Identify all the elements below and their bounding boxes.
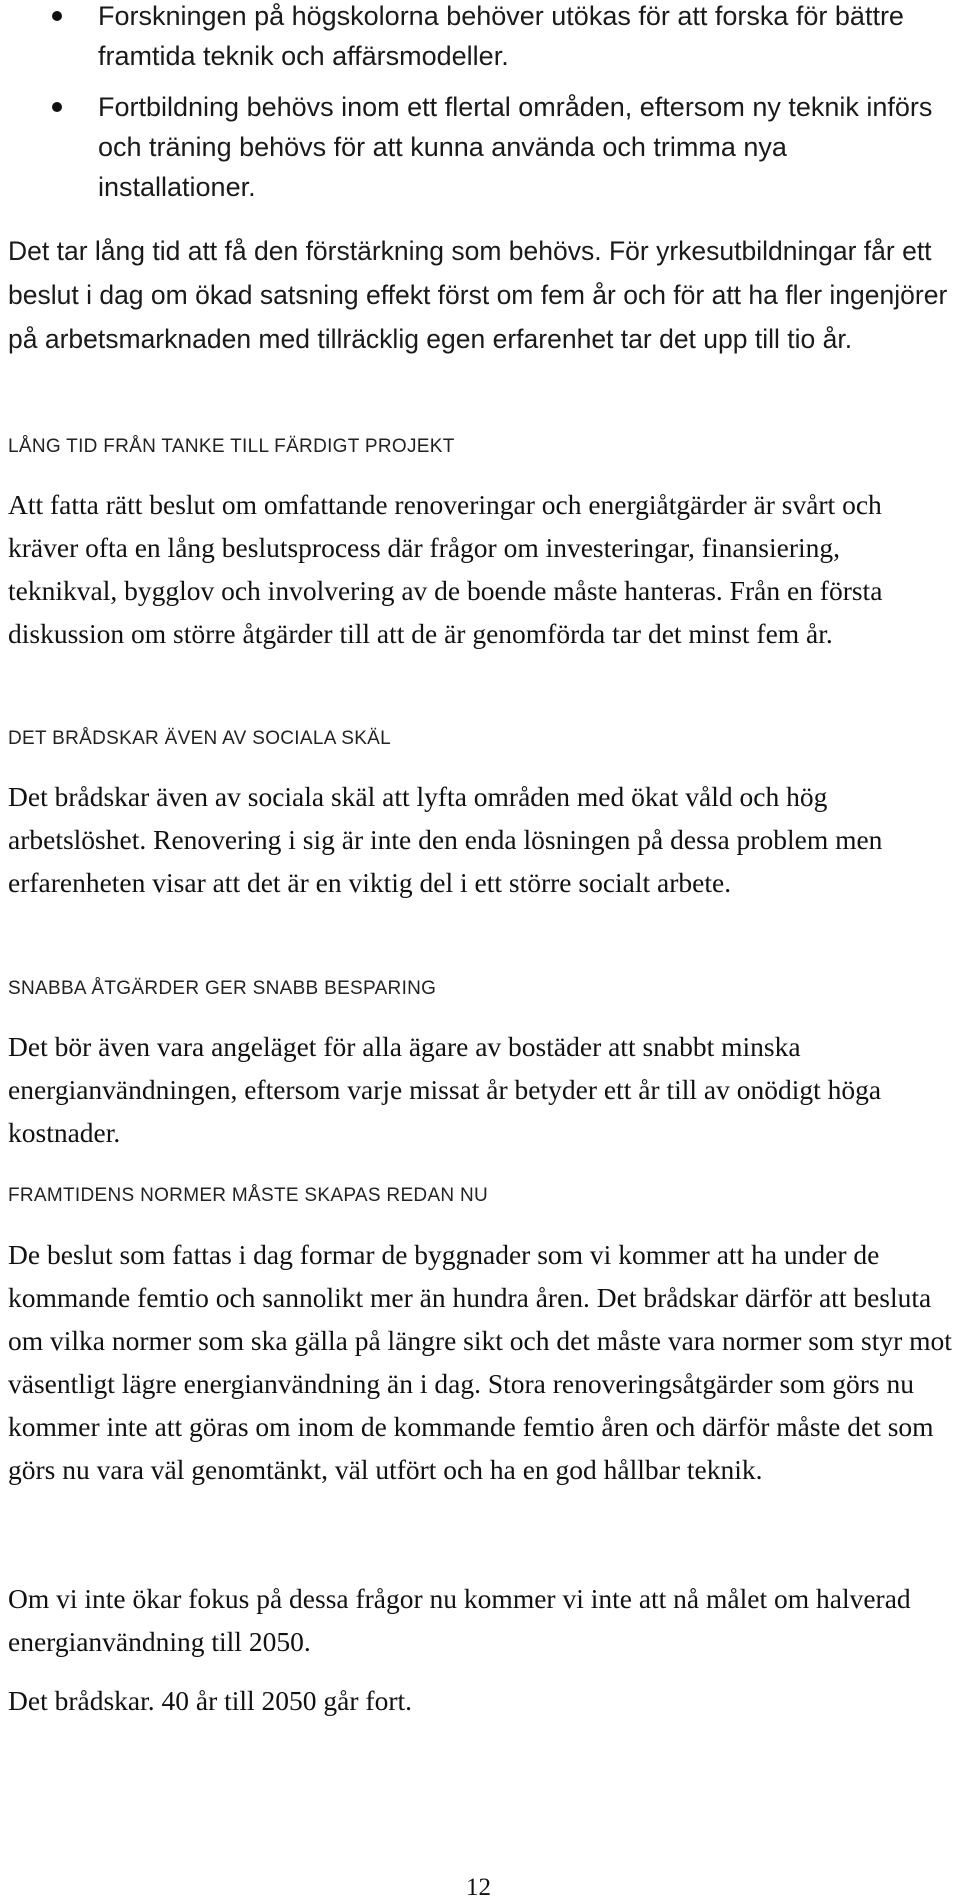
bullet-item	[8, 0, 948, 76]
section-paragraph: Det bör även vara angeläget för alla ägare av bostäder att snabbt minska energianvändningen, eftersom varje missat år betyder ett år till av onödigt höga kostnader.	[8, 1031, 882, 1148]
section-paragraph: De beslut som fattas i dag formar de byggnader som vi kommer att ha under de kommande femtio och sannolikt mer än hundra åren. Det brådskar därför att besluta om vilka normer som ska gälla på längre sikt och det måste vara normer som styr mot väsentligt lägre energianvändning än i dag. Stora renoveringsåtgärder som görs nu kommer inte att göras om inom de kommande femtio åren och därför måste det som görs nu vara väl genomtänkt, väl utfört och ha en god hållbar teknik.	[8, 1239, 952, 1485]
bullet-dot-icon	[52, 11, 62, 21]
section-paragraph: Att fatta rätt beslut om omfattande renoveringar och energiåtgärder är svårt och kräver ofta en lång beslutsprocess där frågor om investeringar, finansiering, teknikval, bygglov och involvering av de boende måste hanteras. Från en första diskussion om större åtgärder till att de är genomförda tar det minst fem år.	[8, 489, 883, 649]
bullet-dot-icon	[52, 102, 62, 112]
section-heading: LÅNG TID FRÅN TANKE TILL FÄRDIGT PROJEKT	[8, 436, 455, 457]
intro-paragraph: Det tar lång tid att få den förstärkning som behövs. För yrkesutbildningar får ett beslut i dag om ökad satsning effekt först om fem år och för att ha fler ingenjörer på arbetsmarknaden med tillräcklig egen erfarenhet tar det upp till tio år.	[8, 236, 948, 354]
section-paragraph: Det brådskar. 40 år till 2050 går fort.	[8, 1685, 412, 1716]
page-number: 12	[466, 1874, 491, 1901]
bullet-text: Fortbildning behövs inom ett flertal områden, eftersom ny teknik införs och träning behövs för att kunna använda och trimma nya installationer.	[98, 92, 933, 202]
bullet-text: Forskningen på högskolorna behöver utökas för att forska för bättre framtida teknik och affärsmodeller.	[98, 1, 904, 71]
section-paragraph: Om vi inte ökar fokus på dessa frågor nu kommer vi inte att nå målet om halverad energianvändning till 2050.	[8, 1583, 911, 1657]
section-heading: DET BRÅDSKAR ÄVEN AV SOCIALA SKÄL	[8, 728, 392, 749]
section-heading: SNABBA ÅTGÄRDER GER SNABB BESPARING	[8, 978, 437, 999]
bullet-item	[8, 87, 948, 207]
section-paragraph: Det brådskar även av sociala skäl att lyfta områden med ökat våld och hög arbetslöshet. Renovering i sig är inte den enda lösningen på dessa problem men erfarenheten visar att det är en viktig del i ett större socialt arbete.	[8, 781, 883, 898]
section-heading: FRAMTIDENS NORMER MÅSTE SKAPAS REDAN NU	[8, 1185, 489, 1206]
